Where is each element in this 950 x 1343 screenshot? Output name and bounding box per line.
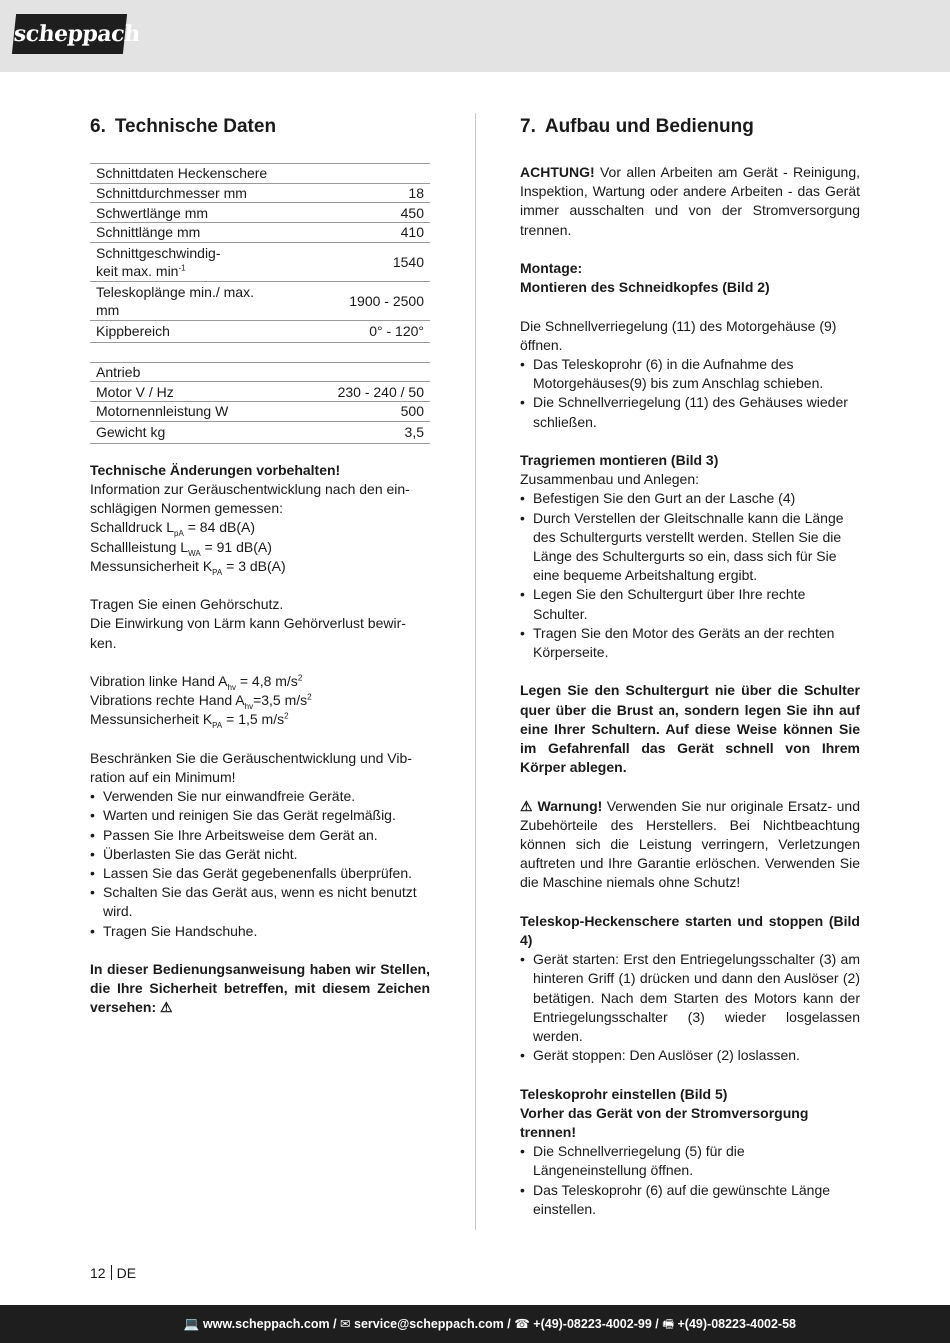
scheppach-logo: scheppach <box>12 14 127 54</box>
list-item: • Warten und reinigen Sie das Gerät regelmäßig. <box>90 806 430 825</box>
changes-note: Technische Änderungen vorbehalten! <box>90 461 341 478</box>
sound-pressure: Schalldruck $L_{pA} = 84$ dB(A) <box>90 519 256 539</box>
list-item: • Gerät starten: Erst den Entriegelungsschalter (3) am hinteren Griff (1) drücken und dann den Auslöser (2) betätigen. Nach dem Starten des Motors kann der Entriegelungsschalter (3) wieder losgelassen werden. <box>520 950 860 1046</box>
tube-heading: Teleskoprohr einstellen (Bild 5) <box>520 1085 728 1102</box>
vibration-left: Vibration linke Hand $A_{hv} = 4,8$ $m/s^2$ <box>90 673 303 692</box>
header-bar <box>0 0 950 72</box>
noise-section: Technische Änderungen vorbehalten! Information zur Geräuschentwicklung nach den ein- schlägigen Normen gemessen: Schalldruck $L_{pA} = 84$ dB(A) Schallleistung $L_{WA} = 91$ dB(A) Messunsicherheit $K_{PA} = 3$ dB(A) Tragen Sie einen Gehörschutz. Die Einwirkung von Lärm kann Gehörverlust bewir- ken. Vibration linke Hand $A_{hv} = 4,8$ $m/s^2$ Vibrations rechte Hand $A_{hv}=3,5$ $m/s^2$ Messunsicherheit $K_{PA} = 1,5$ $m/s^2$ Beschränken Sie die Geräuschentwicklung und Vib- ration auf ein Minimum! • Verwenden Sie nur einwandfreie Geräte. • Warten und reinigen Sie das Gerät regelmäßig. • Passen Sie Ihre Arbeitsweise dem Gerät an. • Überlasten Sie das Gerät nicht. • Lassen Sie das Gerät gegebenenfalls überprüfen. • Schalten Sie das Gerät aus, wenn es nicht benutzt wird. • Tragen Sie Handschuhe. In dieser Bedienungsanweisung haben wir Stellen, die Ihre Sicherheit betreffen, mit diesem Zeichen versehen: ⚠ <box>90 461 430 1018</box>
sound-power: Schallleistung $L_{WA} = 91$ dB(A) <box>90 538 272 558</box>
page-number: 12 DE <box>90 1265 137 1281</box>
list-item: • Gerät stoppen: Den Auslöser (2) loslassen. <box>520 1046 860 1065</box>
list-item: • Lassen Sie das Gerät gegebenenfalls überprüfen. <box>90 864 430 883</box>
strap-warning: Legen Sie den Schultergurt nie über die Schulter quer über die Brust an, sondern legen Sie ihn auf eine Ihrer Schultern. Auf diese Weise können Sie im Gefahrenfall das Gerät schnell von Ihrem Körper ablegen. <box>520 682 860 776</box>
list-item: • Überlasten Sie das Gerät nicht. <box>90 845 430 864</box>
mail-icon: ✉ <box>340 1317 351 1331</box>
table-row: Schwertlänge mm 450 <box>90 203 430 223</box>
computer-icon: 💻 <box>183 1317 200 1331</box>
attention-paragraph: ACHTUNG! Vor allen Arbeiten am Gerät - Reinigung, Inspektion, Wartung oder andere Arbeiten - das Gerät immer ausschalten und von der Stromversorgung trennen. <box>520 164 860 238</box>
list-item: • Befestigen Sie den Gurt an der Lasche (4) <box>520 489 860 508</box>
measurement-uncertainty: Messunsicherheit $K_{PA} = 3$ dB(A) <box>90 557 286 577</box>
fax-number: +(49)-08223-4002-58 <box>677 1317 796 1331</box>
strap-list <box>520 489 860 662</box>
table-row: Schnittdurchmesser mm 18 <box>90 183 430 203</box>
table-row: Schnittlänge mm 410 <box>90 223 430 243</box>
parts-warning: ⚠ Warnung! Verwenden Sie nur originale Ersatz- und Zubehörteile des Herstellers. Bei Nichtbeachtung können sich die Leistung verringern, Verletzungen auftreten und Ihre Garantie erlöschen. Verwenden Sie die Maschine niemals ohne Schutz! <box>520 797 860 891</box>
list-item: • Tragen Sie den Motor des Geräts an der rechten Körperseite. <box>520 624 860 662</box>
contact-bar <box>0 1305 950 1343</box>
right-column: 7. Aufbau und Bedienung ACHTUNG! Vor allen Arbeiten am Gerät - Reinigung, Inspektion, Wartung oder andere Arbeiten - das Gerät immer ausschalten und von der Stromversorgung trennen. Montage: Montieren des Schneidkopfes (Bild 2) Die Schnellverriegelung (11) des Motorgehäuse (9) öffnen. • Das Teleskoprohr (6) in die Aufnahme des Motorgehäuses(9) bis zum Anschlag schieben. • Die Schnellverriegelung (11) des Gehäuses wieder schließen. Tragriemen montieren (Bild 3) Zusammenbau und Anlegen: • Befestigen Sie den Gurt an der Lasche (4) • Durch Verstellen der Gleitschnalle kann die Länge des Schultergurts verstellt werden. Stellen Sie die Länge des Schultergurts so ein, dass sich für Sie eine bequeme Arbeitshaltung ergibt. • Legen Sie den Schultergurt über Ihre rechte Schulter. • Tragen Sie den Motor des Geräts an der rechten Körperseite. Legen Sie den Schultergurt nie über die Schulter quer über die Brust an, sondern legen Sie ihn auf eine Ihrer Schultern. Auf diese Weise können Sie im Gefahrenfall das Gerät schnell von Ihrem Körper ablegen. ⚠ Warnung! Verwenden Sie nur originale Ersatz- und Zubehörteile des Herstellers. Bei Nichtbeachtung können sich die Leistung verringern, Verletzungen auftreten und Ihre Garantie erlöschen. Verwenden Sie die Maschine niemals ohne Schutz! Teleskop-Heckenschere starten und stoppen (Bild 4) • Gerät starten: Erst den Entriegelungsschalter (3) am hinteren Griff (1) drücken und dann den Auslöser (2) betätigen. Nach dem Starten des Motors kann der Entriegelungsschalter (3) wieder losgelassen werden. • Gerät stoppen: Den Auslöser (2) loslassen. Teleskoprohr einstellen (Bild 5) Vorher das Gerät von der Stromversorgung trennen! • Die Schnellverriegelung (5) für die Längeneinstellung öffnen. • Das Teleskoprohr (6) auf die gewünschte Länge einstellen. <box>520 116 860 1219</box>
list-item: • Durch Verstellen der Gleitschnalle kann die Länge des Schultergurts verstellt werden. Stellen Sie die Länge des Schultergurts so ein, dass sich für Sie eine bequeme Arbeitshaltung ergibt. <box>520 509 860 586</box>
table-row: Antrieb <box>90 362 430 382</box>
list-item: • Legen Sie den Schultergurt über Ihre rechte Schulter. <box>520 585 860 623</box>
table-row: Motornennleistung W 500 <box>90 402 430 422</box>
list-item: • Schalten Sie das Gerät aus, wenn es nicht benutzt wird. <box>90 883 430 921</box>
column-divider <box>475 113 476 1230</box>
section-heading-technical-data: 6. Technische Daten <box>90 116 277 137</box>
list-item: • Verwenden Sie nur einwandfreie Geräte. <box>90 787 430 806</box>
vibration-right: Vibrations rechte Hand $A_{hv}=3,5$ $m/s^2$ <box>90 692 312 712</box>
list-item: • Das Teleskoprohr (6) in die Aufnahme des Motorgehäuses(9) bis zum Anschlag schieben. <box>520 355 860 393</box>
start-stop-list <box>520 950 860 1065</box>
table-row: Schnittdaten Heckenschere <box>90 164 430 184</box>
table-row: Motor V / Hz 230 - 240 / 50 <box>90 382 430 402</box>
list-item: • Die Schnellverriegelung (11) des Gehäuses wieder schließen. <box>520 393 860 431</box>
list-item: • Passen Sie Ihre Arbeitsweise dem Gerät an. <box>90 826 430 845</box>
safety-symbol-note: In dieser Bedienungsanweisung haben wir Stellen, die Ihre Sicherheit betreffen, mit diesem Zeichen versehen: ⚠ <box>90 961 430 1016</box>
noise-tips-list <box>90 787 430 941</box>
list-item: • Das Teleskoprohr (6) auf die gewünschte Länge einstellen. <box>520 1181 860 1219</box>
website-link[interactable]: www.scheppach.com / <box>202 1317 337 1331</box>
strap-heading: Tragriemen montieren (Bild 3) <box>520 452 719 468</box>
list-item: • Die Schnellverriegelung (5) für die Längeneinstellung öffnen. <box>520 1142 860 1180</box>
table-row: Schnittgeschwindig- keit max. $\min^{-1}$ 1540 <box>90 242 430 281</box>
phone-icon: ☎ <box>514 1317 530 1331</box>
table-row: Teleskoplänge min./ max. mm 1900 - 2500 <box>90 281 430 320</box>
table-row: Gewicht kg 3,5 <box>90 421 430 443</box>
left-column <box>90 116 430 1018</box>
tube-list <box>520 1142 860 1219</box>
tube-warning: Vorher das Gerät von der Stromversorgung trennen! <box>520 1104 809 1141</box>
phone-number: +(49)-08223-4002-99 / <box>533 1317 659 1331</box>
table-row: Kippbereich 0° - 120° <box>90 320 430 342</box>
section-heading-assembly: 7. Aufbau und Bedienung <box>520 116 754 137</box>
list-item: • Tragen Sie Handschuhe. <box>90 922 430 941</box>
fax-icon: 🖷 <box>662 1317 675 1331</box>
spec-table-drive <box>90 362 430 444</box>
email-link[interactable]: service@scheppach.com / <box>354 1317 511 1331</box>
spec-table-cutting <box>90 163 430 343</box>
montage-heading: Montieren des Schneidkopfes (Bild 2) <box>520 279 770 296</box>
montage-list <box>520 355 860 432</box>
vibration-uncertainty: Messunsicherheit $K_{PA} = 1,5$ $m/s^2$ <box>90 711 289 731</box>
start-stop-heading: Teleskop-Heckenschere starten und stoppen (Bild 4) <box>520 912 860 949</box>
